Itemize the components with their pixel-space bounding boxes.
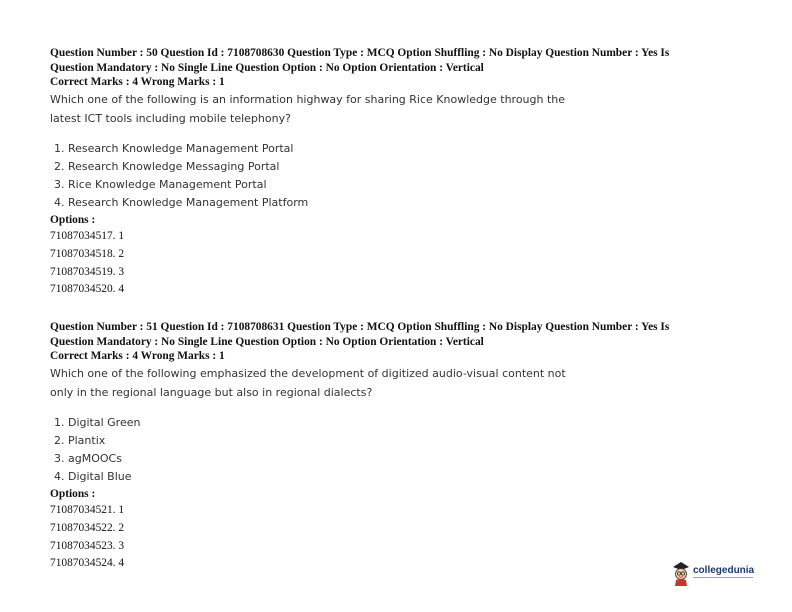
option-item: 3. Rice Knowledge Management Portal (54, 177, 267, 191)
option-item: 1. Research Knowledge Management Portal (54, 141, 294, 155)
option-list (50, 414, 750, 487)
option-id: 71087034523. 3 (50, 539, 125, 552)
question-marks: Correct Marks : 4 Wrong Marks : 1 (50, 350, 225, 362)
option-item: 4. Research Knowledge Management Platform (54, 196, 309, 210)
option-item: 2. Research Knowledge Messaging Portal (54, 159, 280, 173)
question-text: Which one of the following is an information highway for sharing Rice Knowledge through the latest ICT tools including mobile telephony? (50, 92, 566, 125)
options-heading: Options : (50, 488, 96, 501)
question-meta-line1: Question Number : 50 Question Id : 7108708630 Question Type : MCQ Option Shuffling : No Display Question Number : Yes Is (50, 47, 670, 59)
option-item: 1. Digital Green (54, 415, 141, 429)
question-block-51 (50, 320, 750, 573)
option-id: 71087034520. 4 (50, 283, 125, 296)
options-heading: Options : (50, 214, 96, 227)
logo-brand-text: collegedunia (693, 565, 755, 576)
question-meta-line1: Question Number : 51 Question Id : 7108708631 Question Type : MCQ Option Shuffling : No Display Question Number : Yes Is (50, 321, 670, 333)
option-id: 71087034518. 2 (50, 247, 125, 260)
option-id: 71087034522. 2 (50, 521, 125, 534)
question-meta-line2: Question Mandatory : No Single Line Question Option : No Option Orientation : Vertical (50, 61, 484, 74)
logo-tagline (693, 577, 753, 581)
question-meta-line2: Question Mandatory : No Single Line Question Option : No Option Orientation : Vertical (50, 335, 484, 348)
option-id-list (50, 502, 750, 572)
option-item: 4. Digital Blue (54, 470, 132, 484)
collegedunia-logo (668, 558, 764, 588)
option-id: 71087034524. 4 (50, 557, 125, 570)
mascot-icon (671, 560, 691, 586)
option-list (50, 140, 750, 213)
option-id: 71087034519. 3 (50, 265, 125, 278)
option-item: 2. Plantix (54, 433, 106, 447)
question-block-50 (50, 46, 750, 299)
option-id: 71087034517. 1 (50, 230, 125, 243)
option-item: 3. agMOOCs (54, 451, 122, 465)
question-marks: Correct Marks : 4 Wrong Marks : 1 (50, 76, 225, 88)
question-text: Which one of the following emphasized the development of digitized audio-visual content not only in the regional language but also in regional dialects? (50, 366, 566, 399)
option-id: 71087034521. 1 (50, 504, 125, 517)
option-id-list (50, 228, 750, 298)
